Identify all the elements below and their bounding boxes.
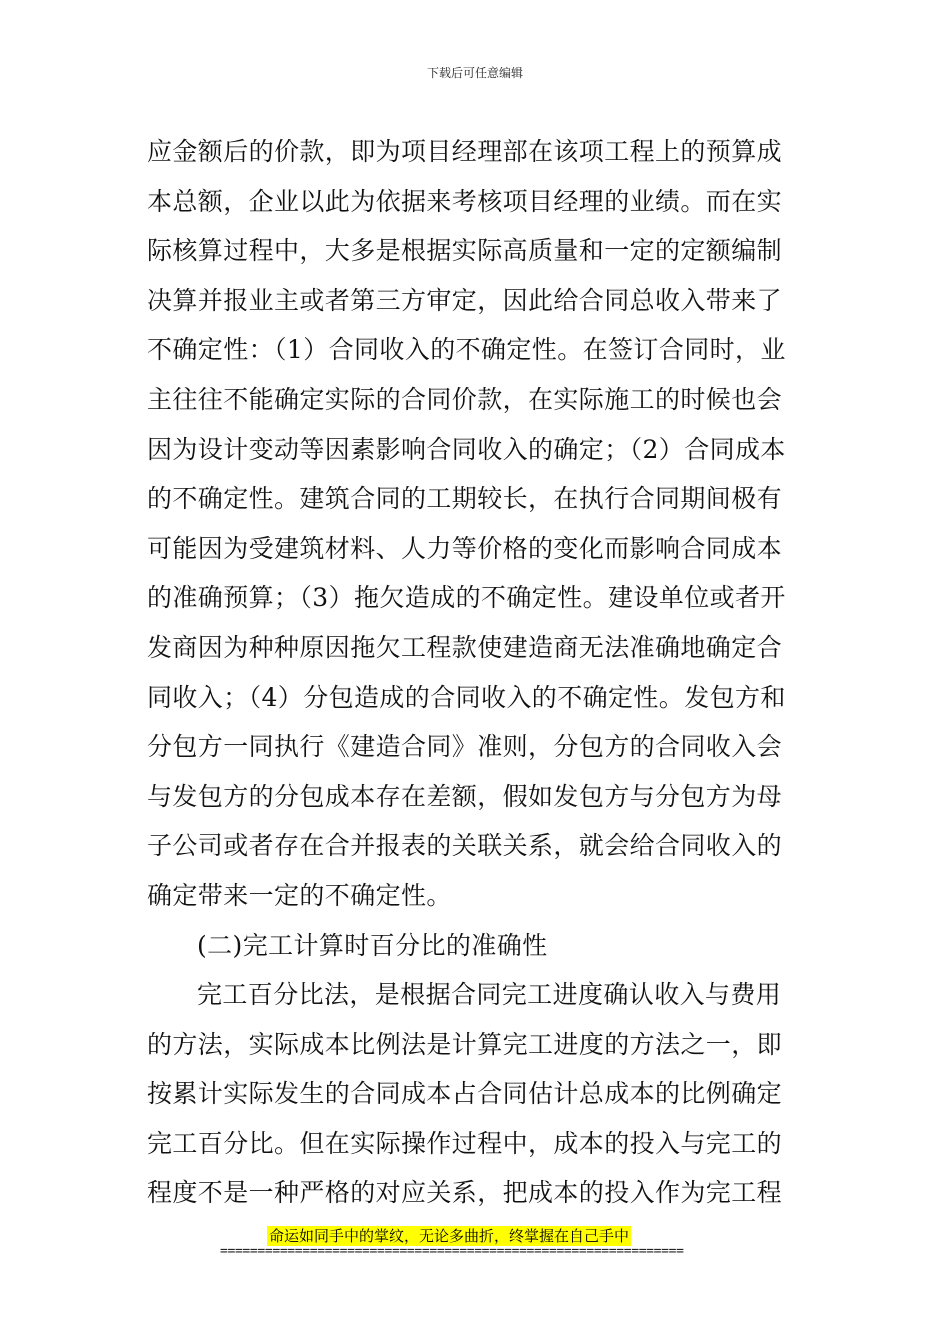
- header-note: 下载后可任意编辑: [426, 66, 523, 80]
- paragraph-line: 本总额，企业以此为依据来考核项目经理的业绩。而在实: [147, 186, 783, 216]
- paragraph-line: 同收入；（4）分包造成的合同收入的不确定性。发包方和: [147, 682, 786, 712]
- paragraph-line: 发商因为种种原因拖欠工程款使建造商无法准确地确定合: [147, 632, 783, 662]
- paragraph-line: 应金额后的价款，即为项目经理部在该项工程上的预算成: [147, 137, 783, 166]
- paragraph-line: 完工百分比法，是根据合同完工进度确认收入与费用: [197, 980, 782, 1010]
- paragraph-line: 的准确预算；（3）拖欠造成的不确定性。建设单位或者开: [147, 583, 786, 613]
- paragraph-line: 决算并报业主或者第三方审定，因此给合同总收入带来了: [147, 285, 783, 315]
- paragraph-line: 按累计实际发生的合同成本占合同估计总成本的比例确定: [147, 1079, 783, 1109]
- paragraph-line: 确定带来一定的不确定性。: [147, 880, 452, 910]
- paragraph-line: 的不确定性。建筑合同的工期较长，在执行合同期间极有: [147, 484, 783, 514]
- paragraph-line: 完工百分比。但在实际操作过程中，成本的投入与完工的: [147, 1128, 783, 1158]
- paragraph-line: 与发包方的分包成本存在差额，假如发包方与分包方为母: [147, 781, 783, 811]
- paragraph-line: 分包方一同执行《建造合同》准则，分包方的合同收入会: [147, 732, 783, 762]
- paragraph-line: 可能因为受建筑材料、人力等价格的变化而影响合同成本: [147, 533, 783, 563]
- paragraph-line: 不确定性：（1）合同收入的不确定性。在签订合同时，业: [147, 335, 786, 365]
- document-body: [147, 127, 807, 1218]
- paragraph-line: 际核算过程中，大多是根据实际高质量和一定的定额编制: [147, 236, 783, 266]
- paragraph-line: 的方法，实际成本比例法是计算完工进度的方法之一，即: [147, 1029, 783, 1059]
- paragraph-line: 主往往不能确定实际的合同价款，在实际施工的时候也会: [147, 384, 783, 414]
- section-heading: (二)完工计算时百分比的准确性: [197, 930, 548, 960]
- paragraph-line: 程度不是一种严格的对应关系，把成本的投入作为完工程: [147, 1178, 783, 1208]
- footer-motto: 命运如同手中的掌纹，无论多曲折，终掌握在自己手中: [269, 1227, 630, 1245]
- paragraph-line: 子公司或者存在合并报表的关联关系，就会给合同收入的: [147, 831, 783, 861]
- paragraph-line: 因为设计变动等因素影响合同收入的确定；（2）合同成本: [147, 434, 786, 464]
- footer-divider: ==============================================================: [220, 1244, 684, 1259]
